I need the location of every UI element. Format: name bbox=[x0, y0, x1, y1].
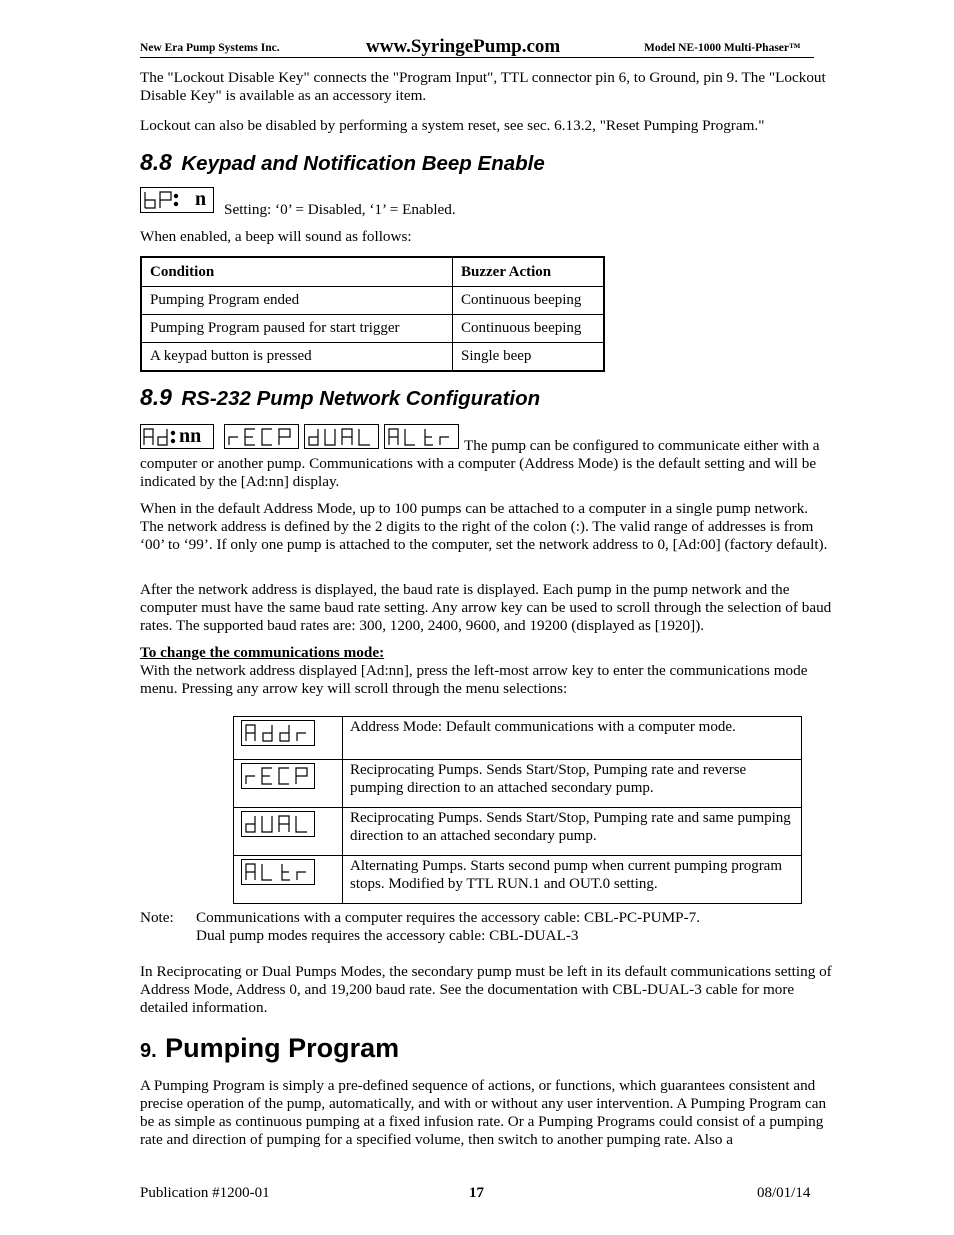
beep-intro: When enabled, a beep will sound as follows: bbox=[140, 228, 412, 245]
lcd-dual-mode bbox=[241, 811, 315, 837]
header-company: New Era Pump Systems Inc. bbox=[140, 42, 280, 54]
lcd-recp-mode bbox=[241, 763, 315, 789]
footer-publication: Publication #1200-01 bbox=[140, 1185, 270, 1201]
table-row bbox=[141, 315, 604, 343]
network-intro-first: The pump can be configured to communicate either with a bbox=[464, 437, 820, 454]
mode-desc: Address Mode: Default communications with a computer mode. bbox=[343, 717, 802, 760]
beep-table bbox=[140, 256, 605, 372]
lcd-suffix: nn bbox=[179, 425, 202, 447]
intro-paragraph-2: Lockout can also be disabled by performing a system reset, see sec. 6.13.2, "Reset Pumping Program." bbox=[140, 117, 765, 134]
lcd-bp-n bbox=[140, 187, 214, 213]
section-title: Pumping Program bbox=[165, 1033, 400, 1063]
network-intro-rest: computer or another pump. Communications with a computer (Address Mode) is the default setting and will be indicated by the [Ad:nn] display. bbox=[140, 455, 817, 490]
mode-display-cell bbox=[234, 717, 343, 760]
mode-desc: Alternating Pumps. Starts second pump when current pumping program stops. Modified by TTL RUN.1 and OUT.0 setting. bbox=[343, 856, 802, 904]
table-cell: Pumping Program paused for start trigger bbox=[141, 315, 453, 343]
note-line-2: Dual pump modes requires the accessory cable: CBL-DUAL-3 bbox=[196, 927, 579, 944]
table-cell: A keypad button is pressed bbox=[141, 343, 453, 372]
mode-display-cell bbox=[234, 808, 343, 856]
lcd-segments-recp-mode bbox=[242, 764, 314, 788]
header-rule bbox=[140, 57, 814, 58]
mode-desc: Reciprocating Pumps. Sends Start/Stop, Pumping rate and reverse pumping direction to an attached secondary pump. bbox=[343, 760, 802, 808]
lcd-segments-dual bbox=[305, 425, 378, 448]
lcd-segments-altr bbox=[385, 425, 458, 448]
lcd-segments-recp bbox=[225, 425, 298, 448]
lcd-suffix: n bbox=[195, 188, 207, 210]
header-website: www.SyringePump.com bbox=[366, 36, 561, 57]
table-cell: Pumping Program ended bbox=[141, 287, 453, 315]
section-9-heading bbox=[140, 1033, 399, 1064]
table-row bbox=[234, 717, 802, 760]
table-row bbox=[141, 287, 604, 315]
lcd-segments-addr bbox=[242, 721, 314, 745]
note-label: Note: bbox=[140, 909, 174, 926]
lcd-recp bbox=[224, 424, 299, 449]
page-number: 17 bbox=[469, 1185, 484, 1201]
lcd-segments-altr-mode bbox=[242, 860, 314, 884]
lcd-segments-ad bbox=[141, 425, 213, 448]
lcd-ad-nn bbox=[140, 424, 214, 449]
section-8-9-heading bbox=[140, 384, 540, 411]
lcd-addr bbox=[241, 720, 315, 746]
section-number: 8.8 bbox=[140, 149, 172, 175]
mode-display-cell bbox=[234, 760, 343, 808]
section-8-8-heading bbox=[140, 149, 545, 176]
section-number: 8.9 bbox=[140, 384, 172, 410]
modes-table bbox=[233, 716, 802, 904]
pumping-program-paragraph: A Pumping Program is simply a pre-defined sequence of actions, or functions, which guarantees consistent and precise operation of the pump, automatically, and with or without any user intervention. A Pumping Program can be as simple as continuous pumping at a fixed infusion rate. Or a Pumping Programs could consist of a pumping rate and direction of pumping for a specified volume, then switch to another pumping rate. Also a bbox=[140, 1077, 827, 1148]
secondary-pump-paragraph: In Reciprocating or Dual Pumps Modes, the secondary pump must be left in its default communications setting of Address Mode, Address 0, and 19,200 baud rate. See the documentation with CBL-DUAL-3 cable for more detailed information. bbox=[140, 963, 832, 1016]
lcd-dual bbox=[304, 424, 379, 449]
note-line-1: Communications with a computer requires the accessory cable: CBL-PC-PUMP-7. bbox=[196, 909, 701, 926]
change-mode-heading: To change the communications mode: bbox=[140, 644, 385, 661]
section-title: Keypad and Notification Beep Enable bbox=[181, 152, 545, 175]
lcd-altr-mode bbox=[241, 859, 315, 885]
section-number: 9. bbox=[140, 1040, 157, 1062]
table-cell: Continuous beeping bbox=[453, 315, 605, 343]
footer-date: 08/01/14 bbox=[757, 1185, 811, 1201]
mode-desc: Reciprocating Pumps. Sends Start/Stop, Pumping rate and same pumping direction to an attached secondary pump. bbox=[343, 808, 802, 856]
table-row bbox=[234, 808, 802, 856]
header-model: Model NE-1000 Multi-Phaser™ bbox=[644, 42, 801, 54]
intro-paragraph-1: The "Lockout Disable Key" connects the "Program Input", TTL connector pin 6, to Ground, pin 9. The "Lockout Disable Key" is available as an accessory item. bbox=[140, 69, 826, 104]
table-cell: Single beep bbox=[453, 343, 605, 372]
header-condition: Condition bbox=[141, 257, 453, 287]
table-row bbox=[234, 856, 802, 904]
table-row bbox=[141, 343, 604, 372]
header-buzzer: Buzzer Action bbox=[453, 257, 605, 287]
table-cell: Continuous beeping bbox=[453, 287, 605, 315]
table-row bbox=[234, 760, 802, 808]
lcd-altr bbox=[384, 424, 459, 449]
network-paragraph-2: When in the default Address Mode, up to 100 pumps can be attached to a computer in a single pump network. The network address is defined by the 2 digits to the right of the colon (:). The valid range of addresses is from ‘00’ to ‘99’. If only one pump is attached to the computer, set the network address to 0, [Ad:00] (factory default). bbox=[140, 500, 828, 553]
section-title: RS-232 Pump Network Configuration bbox=[181, 387, 541, 410]
table-header-row bbox=[141, 257, 604, 287]
setting-text: Setting: ‘0’ = Disabled, ‘1’ = Enabled. bbox=[224, 201, 456, 218]
network-paragraph-3: After the network address is displayed, the baud rate is displayed. Each pump in the pump network and the computer must have the same baud rate setting. Any arrow key can be used to scroll through the selection of baud rates. The supported baud rates are: 300, 1200, 2400, 9600, and 19200 (displayed as [1920]). bbox=[140, 581, 832, 634]
mode-display-cell bbox=[234, 856, 343, 904]
change-mode-text: With the network address displayed [Ad:nn], press the left-most arrow key to enter the communications mode menu. Pressing any arrow key will scroll through the menu selections: bbox=[140, 662, 808, 697]
lcd-segments-dual-mode bbox=[242, 812, 314, 836]
